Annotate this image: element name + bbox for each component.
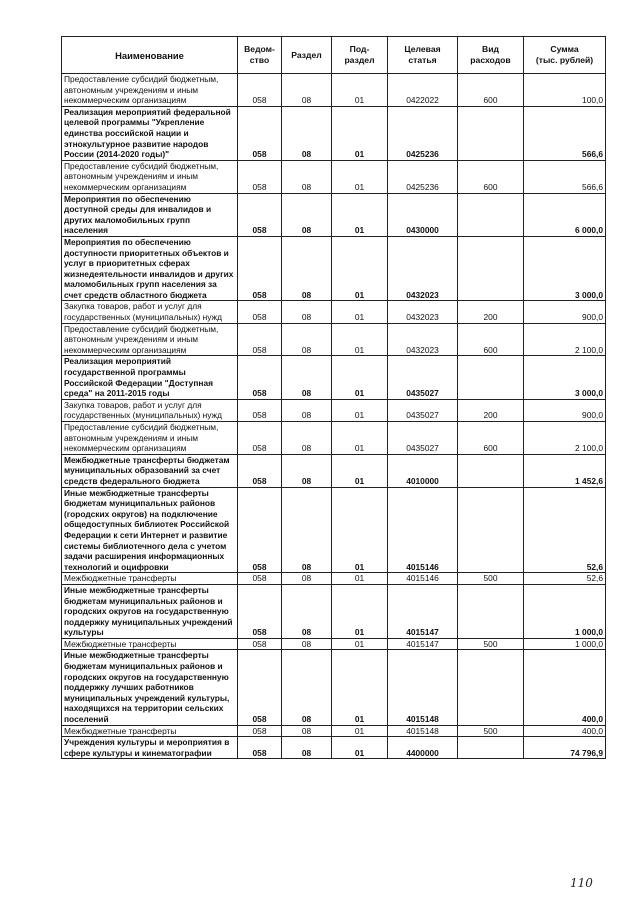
cell-name: Межбюджетные трансферты бюджетам муниципальных образований за счет средств федерального бюджета [62, 454, 238, 487]
cell-exptype [458, 454, 524, 487]
cell-subsection: 01 [332, 301, 388, 323]
cell-sum: 3 000,0 [524, 236, 606, 301]
table-row [62, 160, 606, 193]
cell-subsection: 01 [332, 573, 388, 585]
cell-name: Межбюджетные трансферты [62, 725, 238, 737]
header-dept: Ведом- ство [238, 37, 282, 74]
table-row [62, 650, 606, 725]
cell-name: Предоставление субсидий бюджетным, автономным учреждениям и иным некоммерческим организациям [62, 323, 238, 356]
cell-name: Иные межбюджетные трансферты бюджетам муниципальных районов (городских округов) на подключение общедоступных библиотек Российской Федерации к сети Интернет и развитие системы библиотечного дела с учетом задачи расширения информационных технологий и оцифровки [62, 487, 238, 573]
cell-name: Мероприятия по обеспечению доступности приоритетных объектов и услуг в приоритетных сферах жизнедеятельности инвалидов и других маломобильных групп населения за счет средств областного бюджета [62, 236, 238, 301]
table-row [62, 487, 606, 573]
cell-dept: 058 [238, 584, 282, 638]
cell-target: 4010000 [388, 454, 458, 487]
table-header-row [62, 37, 606, 74]
cell-section: 08 [282, 301, 332, 323]
table-row [62, 638, 606, 650]
cell-target: 4015148 [388, 650, 458, 725]
cell-target: 4015147 [388, 584, 458, 638]
cell-section: 08 [282, 584, 332, 638]
header-name: Наименование [62, 37, 238, 74]
cell-target: 0435027 [388, 399, 458, 421]
cell-section: 08 [282, 454, 332, 487]
cell-target: 0432023 [388, 236, 458, 301]
cell-subsection: 01 [332, 399, 388, 421]
cell-subsection: 01 [332, 323, 388, 356]
cell-section: 08 [282, 106, 332, 160]
cell-subsection: 01 [332, 650, 388, 725]
cell-exptype: 600 [458, 74, 524, 107]
cell-sum: 1 000,0 [524, 584, 606, 638]
header-exptype: Вид расходов [458, 37, 524, 74]
cell-subsection: 01 [332, 737, 388, 759]
cell-subsection: 01 [332, 487, 388, 573]
cell-target: 4015146 [388, 487, 458, 573]
cell-dept: 058 [238, 74, 282, 107]
table-row [62, 193, 606, 236]
cell-name: Предоставление субсидий бюджетным, автономным учреждениям и иным некоммерческим организациям [62, 422, 238, 455]
table-row [62, 236, 606, 301]
cell-target: 4400000 [388, 737, 458, 759]
cell-name: Закупка товаров, работ и услуг для государственных (муниципальных) нужд [62, 301, 238, 323]
cell-dept: 058 [238, 399, 282, 421]
cell-section: 08 [282, 737, 332, 759]
cell-subsection: 01 [332, 193, 388, 236]
cell-section: 08 [282, 725, 332, 737]
cell-section: 08 [282, 74, 332, 107]
cell-name: Межбюджетные трансферты [62, 638, 238, 650]
cell-dept: 058 [238, 236, 282, 301]
cell-target: 4015146 [388, 573, 458, 585]
cell-sum: 566,6 [524, 106, 606, 160]
cell-dept: 058 [238, 422, 282, 455]
cell-section: 08 [282, 487, 332, 573]
cell-subsection: 01 [332, 106, 388, 160]
cell-dept: 058 [238, 106, 282, 160]
header-subsection: Под- раздел [332, 37, 388, 74]
table-row [62, 737, 606, 759]
table-row [62, 74, 606, 107]
cell-sum: 74 796,9 [524, 737, 606, 759]
table-row [62, 725, 606, 737]
cell-subsection: 01 [332, 236, 388, 301]
cell-target: 0430000 [388, 193, 458, 236]
cell-sum: 6 000,0 [524, 193, 606, 236]
header-sum: Сумма (тыс. рублей) [524, 37, 606, 74]
cell-exptype: 600 [458, 160, 524, 193]
cell-subsection: 01 [332, 160, 388, 193]
cell-section: 08 [282, 638, 332, 650]
cell-subsection: 01 [332, 584, 388, 638]
cell-section: 08 [282, 356, 332, 399]
cell-section: 08 [282, 422, 332, 455]
cell-sum: 52,6 [524, 573, 606, 585]
cell-target: 0435027 [388, 356, 458, 399]
cell-subsection: 01 [332, 422, 388, 455]
table-row [62, 399, 606, 421]
table-row [62, 356, 606, 399]
cell-subsection: 01 [332, 74, 388, 107]
cell-target: 0435027 [388, 422, 458, 455]
cell-name: Мероприятия по обеспечению доступной среды для инвалидов и других маломобильных групп населения [62, 193, 238, 236]
cell-exptype [458, 106, 524, 160]
cell-dept: 058 [238, 356, 282, 399]
cell-dept: 058 [238, 193, 282, 236]
cell-section: 08 [282, 160, 332, 193]
cell-exptype [458, 356, 524, 399]
table-row [62, 323, 606, 356]
cell-name: Реализация мероприятий федеральной целевой программы "Укрепление единства российской нации и этнокультурное развитие народов России (2014-2020 годы)" [62, 106, 238, 160]
cell-target: 0432023 [388, 301, 458, 323]
cell-sum: 100,0 [524, 74, 606, 107]
cell-dept: 058 [238, 725, 282, 737]
cell-target: 0422022 [388, 74, 458, 107]
cell-dept: 058 [238, 160, 282, 193]
cell-sum: 1 452,6 [524, 454, 606, 487]
cell-target: 0425236 [388, 106, 458, 160]
cell-section: 08 [282, 193, 332, 236]
table-row [62, 422, 606, 455]
cell-dept: 058 [238, 573, 282, 585]
cell-name: Предоставление субсидий бюджетным, автономным учреждениям и иным некоммерческим организациям [62, 160, 238, 193]
cell-section: 08 [282, 399, 332, 421]
budget-table [61, 36, 606, 759]
cell-sum: 52,6 [524, 487, 606, 573]
cell-name: Иные межбюджетные трансферты бюджетам муниципальных районов и городских округов на государственную поддержку муниципальных учреждений культуры [62, 584, 238, 638]
cell-section: 08 [282, 236, 332, 301]
cell-exptype [458, 193, 524, 236]
cell-dept: 058 [238, 650, 282, 725]
cell-exptype: 500 [458, 573, 524, 585]
header-section: Раздел [282, 37, 332, 74]
cell-subsection: 01 [332, 454, 388, 487]
header-target: Целевая статья [388, 37, 458, 74]
cell-subsection: 01 [332, 725, 388, 737]
cell-exptype: 200 [458, 301, 524, 323]
table-row [62, 301, 606, 323]
page-number-mark: 110 [570, 876, 593, 890]
cell-exptype [458, 584, 524, 638]
cell-target: 4015148 [388, 725, 458, 737]
cell-name: Закупка товаров, работ и услуг для государственных (муниципальных) нужд [62, 399, 238, 421]
cell-dept: 058 [238, 487, 282, 573]
cell-dept: 058 [238, 323, 282, 356]
cell-dept: 058 [238, 301, 282, 323]
cell-exptype [458, 737, 524, 759]
cell-exptype: 500 [458, 638, 524, 650]
cell-sum: 3 000,0 [524, 356, 606, 399]
cell-sum: 566,6 [524, 160, 606, 193]
cell-sum: 2 100,0 [524, 422, 606, 455]
cell-dept: 058 [238, 638, 282, 650]
cell-name: Межбюджетные трансферты [62, 573, 238, 585]
cell-exptype [458, 650, 524, 725]
cell-subsection: 01 [332, 638, 388, 650]
cell-exptype [458, 236, 524, 301]
cell-sum: 900,0 [524, 301, 606, 323]
cell-section: 08 [282, 573, 332, 585]
cell-target: 4015147 [388, 638, 458, 650]
cell-section: 08 [282, 323, 332, 356]
cell-subsection: 01 [332, 356, 388, 399]
cell-name: Учреждения культуры и мероприятия в сфере культуры и кинематографии [62, 737, 238, 759]
cell-sum: 1 000,0 [524, 638, 606, 650]
cell-name: Реализация мероприятий государственной программы Российской Федерации "Доступная среда" на 2011-2015 годы [62, 356, 238, 399]
cell-name: Иные межбюджетные трансферты бюджетам муниципальных районов и городских округов на государственную поддержку лучших работников муниципальных учреждений культуры, находящихся на территории сельских поселений [62, 650, 238, 725]
cell-name: Предоставление субсидий бюджетным, автономным учреждениям и иным некоммерческим организациям [62, 74, 238, 107]
cell-exptype: 500 [458, 725, 524, 737]
cell-sum: 400,0 [524, 650, 606, 725]
cell-exptype [458, 487, 524, 573]
cell-dept: 058 [238, 454, 282, 487]
table-row [62, 584, 606, 638]
cell-section: 08 [282, 650, 332, 725]
cell-exptype: 200 [458, 399, 524, 421]
cell-sum: 2 100,0 [524, 323, 606, 356]
cell-target: 0425236 [388, 160, 458, 193]
table-row [62, 106, 606, 160]
cell-exptype: 600 [458, 422, 524, 455]
cell-sum: 400,0 [524, 725, 606, 737]
cell-exptype: 600 [458, 323, 524, 356]
cell-target: 0432023 [388, 323, 458, 356]
table-row [62, 573, 606, 585]
cell-sum: 900,0 [524, 399, 606, 421]
cell-dept: 058 [238, 737, 282, 759]
table-row [62, 454, 606, 487]
